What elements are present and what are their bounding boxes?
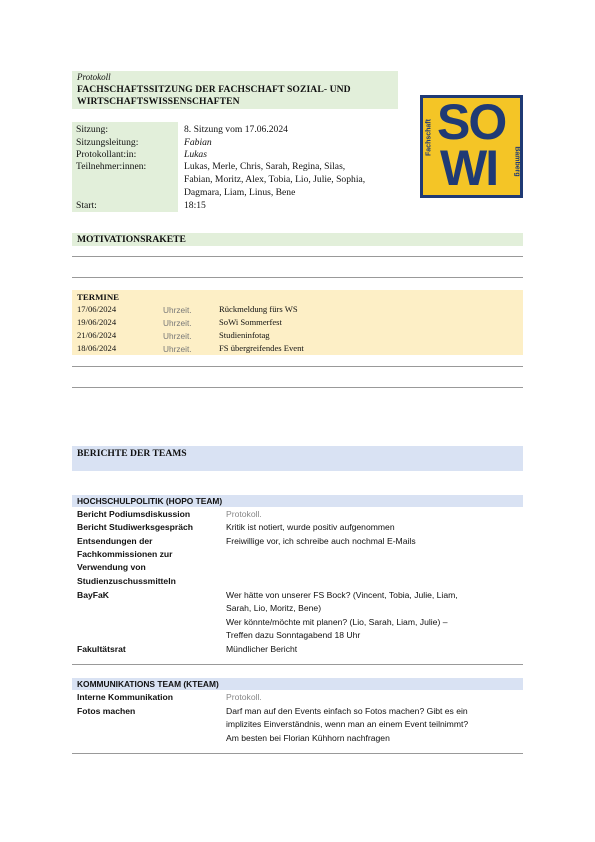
termin-event: SoWi Sommerfest bbox=[219, 317, 282, 327]
sitzung-label: Sitzung: bbox=[76, 124, 108, 135]
hopo-row-label: Studienzuschussmitteln bbox=[77, 576, 176, 586]
hopo-row-label: Bericht Studiwerksgespräch bbox=[77, 522, 194, 532]
hopo-row-value: Kritik ist notiert, wurde positiv aufgenommen bbox=[226, 522, 395, 532]
teilnehmer-label: Teilnehmer:innen: bbox=[76, 161, 147, 172]
start-value: 18:15 bbox=[184, 200, 206, 211]
hopo-row-value: Treffen dazu Sonntagabend 18 Uhr bbox=[226, 630, 361, 640]
protokollant-value: Lukas bbox=[184, 149, 207, 160]
hopo-row-label: Bericht Podiumsdiskussion bbox=[77, 509, 191, 519]
hopo-row-value: Wer könnte/möchte mit planen? (Lio, Sarah, Liam, Julie) – bbox=[226, 617, 448, 627]
divider bbox=[72, 256, 523, 257]
termin-time: Uhrzeit. bbox=[163, 305, 192, 315]
sowi-logo bbox=[420, 95, 523, 198]
logo-so-text: SO bbox=[437, 94, 506, 150]
hopo-row-value: Wer hätte von unserer FS Bock? (Vincent, Tobia, Julie, Liam, bbox=[226, 590, 458, 600]
termin-date: 18/06/2024 bbox=[77, 343, 117, 353]
berichte-title: BERICHTE DER TEAMS bbox=[77, 448, 187, 459]
hopo-row-label: Fachkommissionen zur bbox=[77, 549, 173, 559]
divider bbox=[72, 387, 523, 388]
divider bbox=[72, 277, 523, 278]
divider bbox=[72, 366, 523, 367]
hopo-row-value: Freiwillige vor, ich schreibe auch nochmal E-Mails bbox=[226, 536, 416, 546]
kteam-row-value: Darf man auf den Events einfach so Fotos machen? Gibt es ein bbox=[226, 706, 468, 716]
termin-time: Uhrzeit. bbox=[163, 344, 192, 354]
hopo-row-label: Fakultätsrat bbox=[77, 644, 126, 654]
termin-event: Rückmeldung fürs WS bbox=[219, 304, 298, 314]
kteam-row-label: Interne Kommunikation bbox=[77, 692, 173, 702]
document-title: FACHSCHAFTSSITZUNG DER FACHSCHAFT SOZIAL- UND WIRTSCHAFTSWISSENSCHAFTEN bbox=[77, 84, 351, 107]
termine-title: TERMINE bbox=[77, 292, 120, 302]
hopo-row-value: Sarah, Lio, Moritz, Bene) bbox=[226, 603, 322, 613]
start-label: Start: bbox=[76, 200, 97, 211]
sitzungsleitung-label: Sitzungsleitung: bbox=[76, 137, 139, 148]
hopo-title: HOCHSCHULPOLITIK (HOPO TEAM) bbox=[77, 496, 223, 506]
termin-date: 21/06/2024 bbox=[77, 330, 117, 340]
termin-date: 19/06/2024 bbox=[77, 317, 117, 327]
teilnehmer-line-1: Lukas, Merle, Chris, Sarah, Regina, Silas, bbox=[184, 161, 346, 172]
divider bbox=[72, 664, 523, 665]
divider bbox=[72, 753, 523, 754]
hopo-row-value: Protokoll. bbox=[226, 509, 262, 519]
kteam-row-value: Am besten bei Florian Kühhorn nachfragen bbox=[226, 733, 390, 743]
hopo-row-value: Mündlicher Bericht bbox=[226, 644, 298, 654]
teilnehmer-line-3: Dagmara, Liam, Linus, Bene bbox=[184, 187, 296, 198]
logo-wi-text: WI bbox=[440, 140, 498, 196]
teilnehmer-line-2: Fabian, Moritz, Alex, Tobia, Lio, Julie, Sophia, bbox=[184, 174, 366, 185]
termin-time: Uhrzeit. bbox=[163, 318, 192, 328]
logo-bamberg-text: Bamberg bbox=[513, 146, 521, 177]
kteam-row-value: Protokoll. bbox=[226, 692, 262, 702]
motivation-title: MOTIVATIONSRAKETE bbox=[77, 234, 186, 245]
kteam-row-value: implizites Einverständnis, wenn man an einem Event teilnimmt? bbox=[226, 719, 469, 729]
logo-fachschaft-text: Fachschaft bbox=[425, 119, 433, 156]
termin-date: 17/06/2024 bbox=[77, 304, 117, 314]
protokollant-label: Protokollant:in: bbox=[76, 149, 137, 160]
termin-time: Uhrzeit. bbox=[163, 331, 192, 341]
hopo-row-label: Verwendung von bbox=[77, 562, 146, 572]
termin-event: FS übergreifendes Event bbox=[219, 343, 304, 353]
hopo-row-label: Entsendungen der bbox=[77, 536, 153, 546]
document-type-label: Protokoll bbox=[77, 72, 111, 82]
hopo-row-label: BayFaK bbox=[77, 590, 109, 600]
sitzung-value: 8. Sitzung vom 17.06.2024 bbox=[184, 124, 288, 135]
kteam-title: KOMMUNIKATIONS TEAM (KTEAM) bbox=[77, 679, 219, 689]
kteam-row-label: Fotos machen bbox=[77, 706, 136, 716]
termin-event: Studieninfotag bbox=[219, 330, 270, 340]
sitzungsleitung-value: Fabian bbox=[184, 137, 212, 148]
